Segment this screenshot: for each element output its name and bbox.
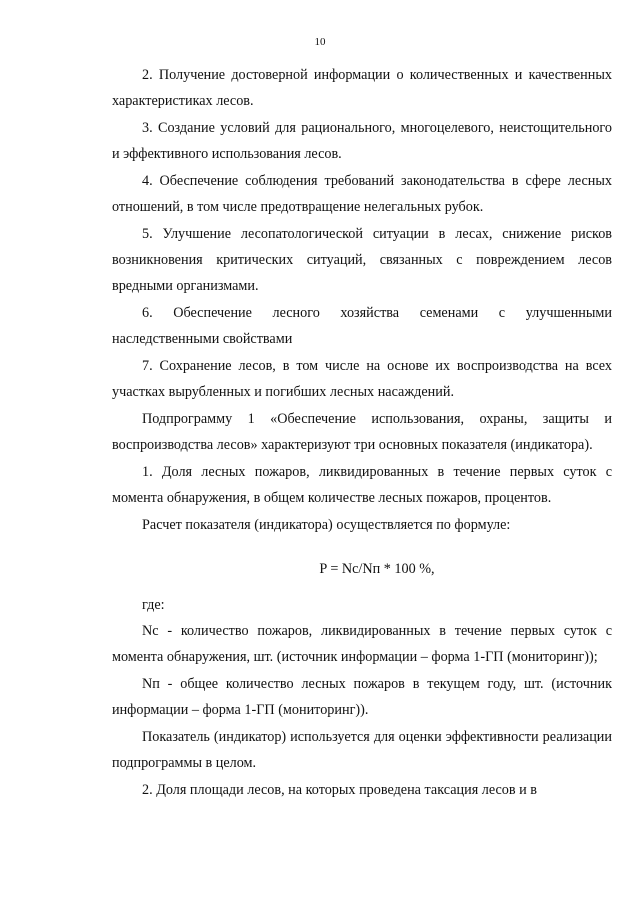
paragraph: 5. Улучшение лесопатологической ситуации в лесах, снижение рисков возникновения критических ситуаций, связанных с повреждением лесов вредными организмами. bbox=[112, 226, 612, 294]
paragraph: 3. Создание условий для рационального, многоцелевого, неистощительного и эффективного использования лесов. bbox=[112, 120, 612, 162]
paragraph: 4. Обеспечение соблюдения требований законодательства в сфере лесных отношений, в том числе предотвращение нелегальных рубок. bbox=[112, 173, 612, 215]
paragraph: Показатель (индикатор) используется для оценки эффективности реализации подпрограммы в целом. bbox=[112, 729, 612, 771]
paragraph: 7. Сохранение лесов, в том числе на основе их воспроизводства на всех участках вырубленных и погибших лесных насаждений. bbox=[112, 358, 612, 400]
paragraph: 2. Доля площади лесов, на которых проведена таксация лесов и в bbox=[142, 782, 537, 798]
definition-np: Nп - общее количество лесных пожаров в текущем году, шт. (источник информации – форма 1-ГП (мониторинг)). bbox=[112, 676, 612, 718]
paragraph: 6. Обеспечение лесного хозяйства семенами с улучшенными наследственными свойствами bbox=[112, 305, 612, 347]
paragraph: Подпрограмму 1 «Обеспечение использования, охраны, защиты и воспроизводства лесов» характеризуют три основных показателя (индикатора). bbox=[112, 411, 612, 453]
page-number: 10 bbox=[314, 36, 326, 48]
where-label: где: bbox=[142, 597, 165, 613]
paragraph: 1. Доля лесных пожаров, ликвидированных в течение первых суток с момента обнаружения, в общем количестве лесных пожаров, процентов. bbox=[112, 464, 612, 506]
paragraph: Расчет показателя (индикатора) осуществляется по формуле: bbox=[142, 517, 511, 533]
document-body bbox=[112, 62, 612, 803]
paragraph: 2. Получение достоверной информации о количественных и качественных характеристиках лесов. bbox=[112, 67, 612, 109]
definition-nc: Nс - количество пожаров, ликвидированных в течение первых суток с момента обнаружения, шт. (источник информации – форма 1-ГП (мониторинг)); bbox=[112, 623, 612, 665]
formula: P = Nс/Nп * 100 %, bbox=[319, 561, 435, 577]
